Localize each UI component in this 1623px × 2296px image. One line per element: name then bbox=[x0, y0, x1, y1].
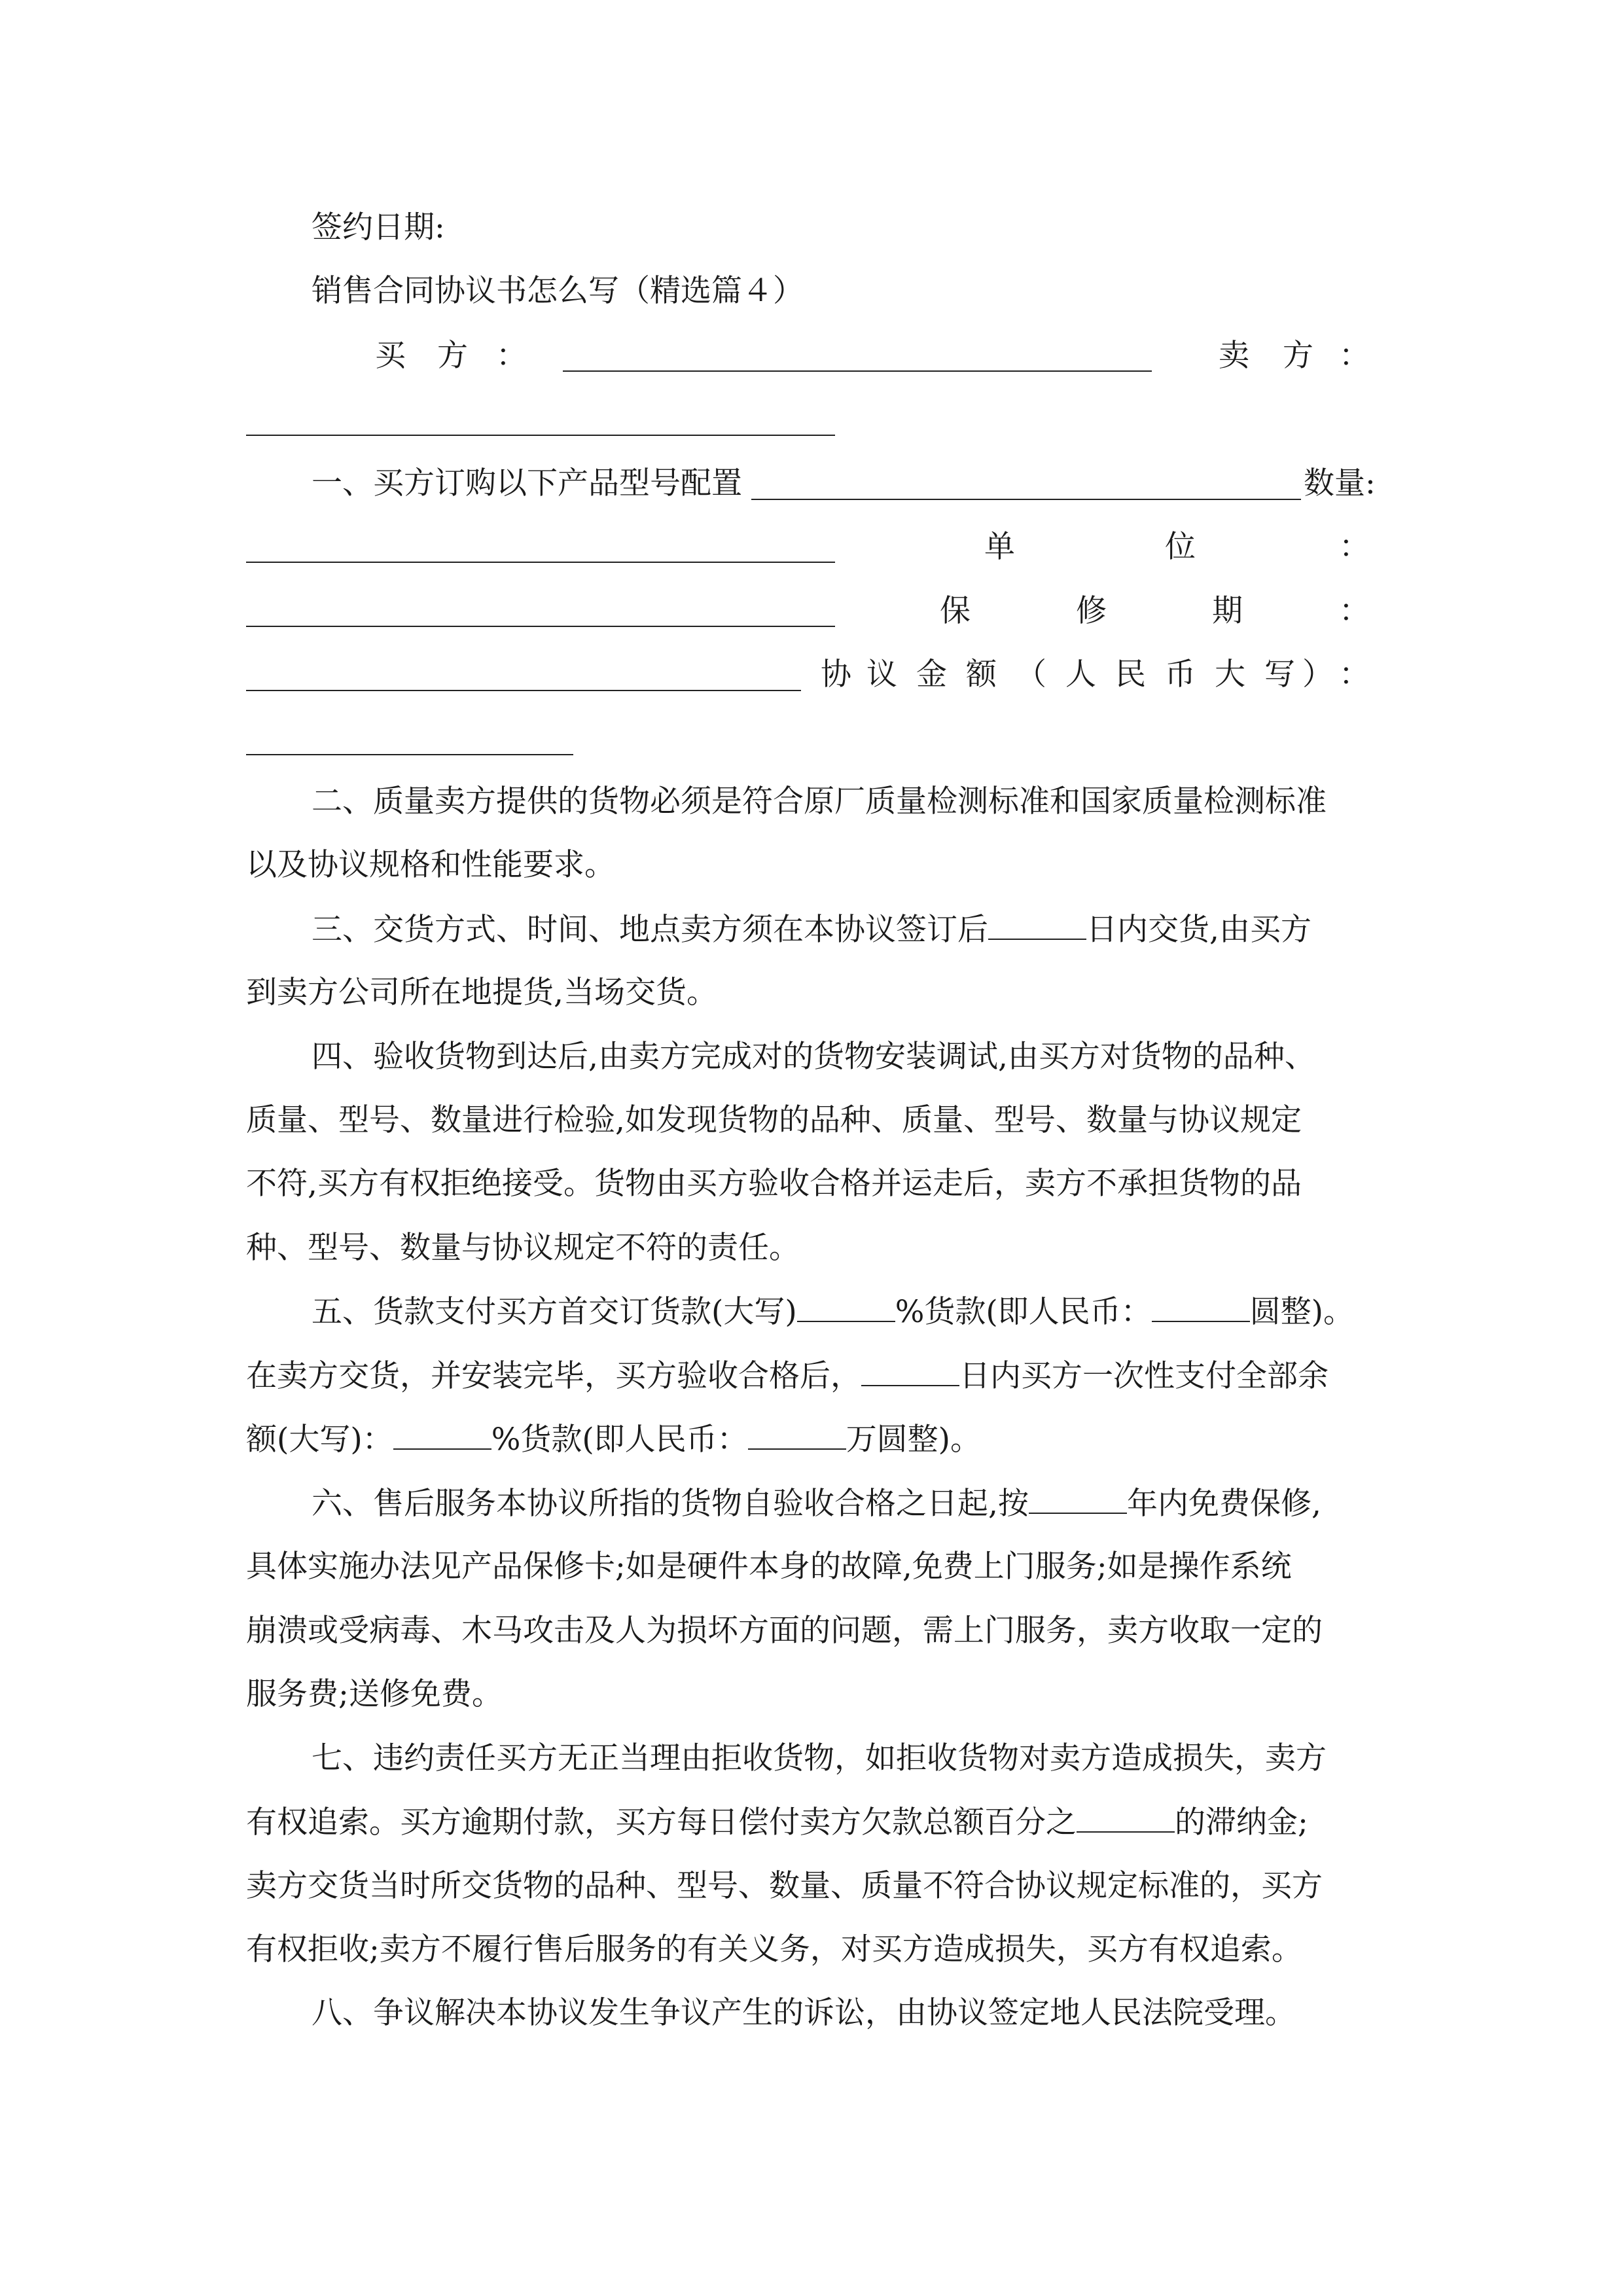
unit-label-char-2: 位 bbox=[1165, 529, 1196, 565]
clause6-line-1 bbox=[312, 1484, 1321, 1524]
warranty-label-char-3: 期 bbox=[1212, 593, 1243, 629]
clause7-line-3: 卖方交货当时所交货物的品种、型号、数量、质量不符合协议规定标准的，买方 bbox=[246, 1868, 1323, 1904]
amount-label-char-4: 额 bbox=[966, 656, 997, 692]
sign-date-label: 签约日期: bbox=[312, 209, 445, 245]
clause5-line-2 bbox=[246, 1356, 1329, 1396]
seller-label-char-1: 卖 bbox=[1219, 338, 1249, 374]
buyer-blank[interactable] bbox=[563, 370, 1152, 372]
clause5-text-c: 圆整)。 bbox=[1249, 1294, 1355, 1330]
amount-label-char-5: （ bbox=[1016, 656, 1046, 692]
item1-label: 一、买方订购以下产品型号配置 bbox=[312, 465, 742, 501]
clause5-text-d: 在卖方交货，并安装完毕，买方验收合格后， bbox=[246, 1358, 861, 1394]
down-payment-percent-blank[interactable] bbox=[797, 1292, 895, 1322]
amount-label-char-8: 币 bbox=[1165, 656, 1196, 692]
buyer-label-char-1: 买 bbox=[375, 338, 406, 374]
balance-rmb-blank[interactable] bbox=[748, 1420, 846, 1450]
amount-label-char-2: 议 bbox=[866, 656, 897, 692]
warranty-label-char-2: 修 bbox=[1076, 593, 1107, 629]
clause4-line-1: 四、验收货物到达后,由卖方完成对的货物安装调试,由买方对货物的品种、 bbox=[312, 1039, 1315, 1075]
clause7-line-2 bbox=[246, 1803, 1308, 1842]
clause3-line-1 bbox=[312, 910, 1311, 950]
clause5-text-g: %货款(即人民币： bbox=[491, 1422, 748, 1458]
clause5-text-h: 万圆整)。 bbox=[846, 1422, 982, 1458]
clause5-line-1 bbox=[312, 1292, 1354, 1332]
unit-blank[interactable] bbox=[246, 626, 835, 627]
warranty-blank[interactable] bbox=[246, 690, 801, 691]
product-config-blank[interactable] bbox=[751, 499, 1301, 500]
clause6-line-3: 崩溃或受病毒、木马攻击及人为损坏方面的问题，需上门服务，卖方收取一定的 bbox=[246, 1613, 1323, 1649]
quantity-label: 数量: bbox=[1304, 465, 1376, 501]
amount-label-char-3: 金 bbox=[916, 656, 947, 692]
warranty-label-colon: ： bbox=[1339, 593, 1370, 629]
amount-blank[interactable] bbox=[246, 754, 573, 755]
clause5-text-a: 五、货款支付买方首交订货款(大写) bbox=[312, 1294, 797, 1330]
clause6-text-b: 年内免费保修, bbox=[1126, 1486, 1321, 1522]
down-payment-rmb-blank[interactable] bbox=[1152, 1292, 1250, 1322]
clause7-text-a: 有权追索。买方逾期付款，买方每日偿付卖方欠款总额百分之 bbox=[246, 1804, 1077, 1840]
late-fee-percent-blank[interactable] bbox=[1077, 1803, 1175, 1833]
seller-label-colon: ： bbox=[1339, 338, 1370, 374]
section-title: 销售合同协议书怎么写（精选篇４） bbox=[312, 273, 804, 309]
clause6-line-4: 服务费;送修免费。 bbox=[246, 1676, 503, 1712]
seller-label-char-2: 方 bbox=[1283, 338, 1313, 374]
seller-blank[interactable] bbox=[246, 435, 835, 436]
clause7-text-b: 的滞纳金; bbox=[1175, 1804, 1308, 1840]
clause3-text-a: 三、交货方式、时间、地点卖方须在本协议签订后 bbox=[312, 912, 988, 948]
clause2-line-1: 二、质量卖方提供的货物必须是符合原厂质量检测标准和国家质量检测标准 bbox=[312, 783, 1327, 819]
clause7-line-4: 有权拒收;卖方不履行售后服务的有关义务，对买方造成损失，买方有权追索。 bbox=[246, 1931, 1302, 1967]
amount-label-char-6: 人 bbox=[1065, 656, 1096, 692]
balance-percent-blank[interactable] bbox=[393, 1420, 491, 1450]
clause5-line-3 bbox=[246, 1420, 981, 1460]
unit-label-char-1: 单 bbox=[984, 529, 1015, 565]
amount-label-char-11: ） bbox=[1302, 656, 1333, 692]
amount-label-char-1: 协 bbox=[821, 656, 851, 692]
clause6-line-2: 具体实施办法见产品保修卡;如是硬件本身的故障,免费上门服务;如是操作系统 bbox=[246, 1549, 1292, 1585]
amount-label-char-10: 写 bbox=[1264, 656, 1295, 692]
warranty-label-char-1: 保 bbox=[940, 593, 971, 629]
buyer-label-colon: ： bbox=[496, 338, 527, 374]
clause8-line-1: 八、争议解决本协议发生争议产生的诉讼，由协议签定地人民法院受理。 bbox=[312, 1995, 1296, 2031]
amount-label-char-7: 民 bbox=[1115, 656, 1146, 692]
clause3-line-2: 到卖方公司所在地提货,当场交货。 bbox=[246, 975, 717, 1011]
unit-label-colon: ： bbox=[1339, 529, 1370, 565]
buyer-label-char-2: 方 bbox=[437, 338, 468, 374]
clause3-text-b: 日内交货,由买方 bbox=[1086, 912, 1311, 948]
clause4-line-2: 质量、型号、数量进行检验,如发现货物的品种、质量、型号、数量与协议规定 bbox=[246, 1102, 1302, 1138]
balance-days-blank[interactable] bbox=[861, 1356, 959, 1386]
clause6-text-a: 六、售后服务本协议所指的货物自验收合格之日起,按 bbox=[312, 1486, 1029, 1522]
clause2-line-2: 以及协议规格和性能要求。 bbox=[246, 847, 615, 883]
clause4-line-4: 种、型号、数量与协议规定不符的责任。 bbox=[246, 1230, 800, 1266]
clause5-text-b: %货款(即人民币： bbox=[895, 1294, 1152, 1330]
amount-label-colon: ： bbox=[1339, 656, 1370, 692]
quantity-blank[interactable] bbox=[246, 562, 835, 563]
clause5-text-e: 日内买方一次性支付全部余 bbox=[959, 1358, 1329, 1394]
delivery-days-blank[interactable] bbox=[988, 910, 1086, 940]
clause4-line-3: 不符,买方有权拒绝接受。货物由买方验收合格并运走后，卖方不承担货物的品 bbox=[246, 1166, 1302, 1202]
warranty-years-blank[interactable] bbox=[1029, 1484, 1127, 1514]
clause7-line-1: 七、违约责任买方无正当理由拒收货物，如拒收货物对卖方造成损失，卖方 bbox=[312, 1740, 1327, 1776]
clause5-text-f: 额(大写)： bbox=[246, 1422, 393, 1458]
amount-label-char-9: 大 bbox=[1215, 656, 1245, 692]
